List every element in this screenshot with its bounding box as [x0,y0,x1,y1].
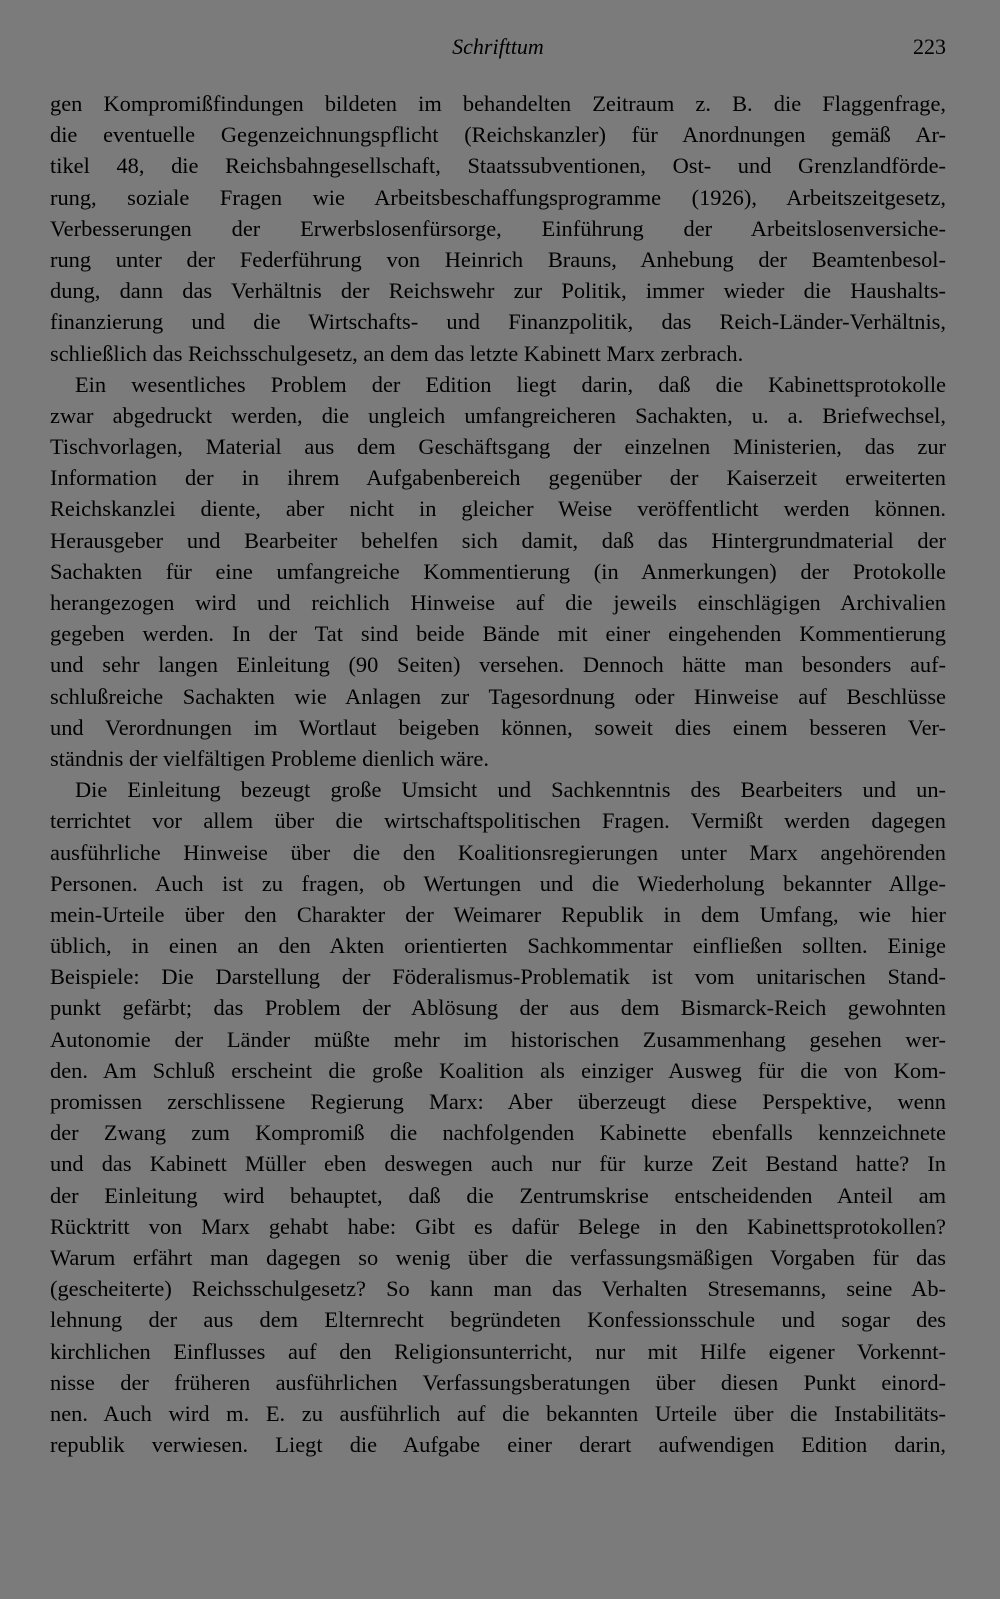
text-line: rung, soziale Fragen wie Arbeitsbeschaffungsprogramme (1926), Arbeitszeitgesetz, [50,184,946,210]
text-line: Warum erfährt man dagegen so wenig über die verfassungsmäßigen Vorgaben für das [50,1244,946,1270]
text-line: und das Kabinett Müller eben deswegen auch nur für kurze Zeit Bestand hatte? In [50,1151,946,1177]
text-line: und Verordnungen im Wortlaut beigeben können, soweit dies einem besseren Ver- [50,714,946,740]
text-line: Personen. Auch ist zu fragen, ob Wertungen und die Wiederholung bekannter Allge- [50,870,946,896]
text-line: und sehr langen Einleitung (90 Seiten) versehen. Dennoch hätte man besonders auf- [50,652,946,678]
text-line: Beispiele: Die Darstellung der Föderalismus-Problematik ist vom unitarischen Stand- [50,964,946,990]
text-line: rung unter der Federführung von Heinrich Brauns, Anhebung der Beamtenbesol- [50,246,946,272]
text-line: Tischvorlagen, Material aus dem Geschäftsgang der einzelnen Ministerien, das zur [50,434,946,460]
text-line: nisse der früheren ausführlichen Verfassungsberatungen über diesen Punkt einord- [50,1369,946,1395]
text-line: üblich, in einen an den Akten orientierten Sachkommentar einfließen sollten. Einige [50,933,946,959]
text-line: Sachakten für eine umfangreiche Kommentierung (in Anmerkungen) der Protokolle [50,558,946,584]
text-line: dung, dann das Verhältnis der Reichswehr zur Politik, immer wieder die Haushalts- [50,278,946,304]
text-line: mein-Urteile über den Charakter der Weimarer Republik in dem Umfang, wie hier [50,901,946,927]
page-header [50,34,946,66]
text-line: finanzierung und die Wirtschafts- und Finanzpolitik, das Reich-Länder-Verhältnis, [50,309,946,335]
text-line: promissen zerschlissene Regierung Marx: Aber überzeugt diese Perspektive, wenn [50,1089,946,1114]
text-line: Information der in ihrem Aufgabenbereich gegenüber der Kaiserzeit erweiterten [50,465,946,491]
text-line: gen Kompromißfindungen bildeten im behandelten Zeitraum z. B. die Flaggenfrage, [50,91,946,116]
text-line: die eventuelle Gegenzeichnungspflicht (Reichskanzler) für Anordnungen gemäß Ar- [50,122,946,148]
text-line: gegeben werden. In der Tat sind beide Bände mit einer eingehenden Kommentierung [50,621,946,647]
running-title: Schrifttum [452,34,544,59]
text-line: ständnis der vielfältigen Probleme dienlich wäre. [50,745,489,771]
text-line: Rücktritt von Marx gehabt habe: Gibt es dafür Belege in den Kabinettsprotokollen? [50,1213,946,1239]
text-line: schließlich das Reichsschulgesetz, an dem das letzte Kabinett Marx zerbrach. [50,340,744,366]
text-line: republik verwiesen. Liegt die Aufgabe einer derart aufwendigen Edition darin, [50,1432,946,1458]
text-line: Reichskanzlei diente, aber nicht in gleicher Weise veröffentlicht werden können. [50,496,946,522]
text-line: tikel 48, die Reichsbahngesellschaft, Staatssubventionen, Ost- und Grenzlandförde- [50,153,946,179]
text-line: punkt gefärbt; das Problem der Ablösung der aus dem Bismarck-Reich gewohnten [50,995,946,1021]
text-line: Verbesserungen der Erwerbslosenfürsorge, Einführung der Arbeitslosenversiche- [50,215,946,241]
text-line: kirchlichen Einflusses auf den Religionsunterricht, nur mit Hilfe eigener Vorkennt- [50,1338,946,1364]
text-line: schlußreiche Sachakten wie Anlagen zur Tagesordnung oder Hinweise auf Beschlüsse [50,683,946,709]
page-number: 223 [913,34,946,59]
text-line: (gescheiterte) Reichsschulgesetz? So kann man das Verhalten Stresemanns, seine Ab- [50,1276,946,1302]
text-line: herangezogen wird und reichlich Hinweise auf die jeweils einschlägigen Archivalien [50,590,946,615]
text-line: Ein wesentliches Problem der Edition liegt darin, daß die Kabinettsprotokolle [75,371,946,397]
paragraph [50,369,946,774]
text-line: den. Am Schluß erscheint die große Koalition als einziger Ausweg für die von Kom- [50,1057,946,1083]
text-line: Die Einleitung bezeugt große Umsicht und Sachkenntnis des Bearbeiters und un- [75,777,946,803]
text-line: nen. Auch wird m. E. zu ausführlich auf die bekannten Urteile über die Instabilitäts- [50,1400,946,1426]
paragraph [50,88,946,369]
text-line: zwar abgedruckt werden, die ungleich umfangreicheren Sachakten, u. a. Briefwechsel, [50,402,946,428]
text-line: der Einleitung wird behauptet, daß die Zentrumskrise entscheidenden Anteil am [50,1182,946,1208]
text-line: lehnung der aus dem Elternrecht begründeten Konfessionsschule und sogar des [50,1307,946,1333]
text-line: Autonomie der Länder müßte mehr im historischen Zusammenhang gesehen wer- [50,1026,946,1052]
text-line: terrichtet vor allem über die wirtschaftspolitischen Fragen. Vermißt werden dagegen [50,808,946,834]
body-text [50,88,946,1460]
text-line: Herausgeber und Bearbeiter behelfen sich damit, daß das Hintergrundmaterial der [50,527,946,553]
paragraph [50,774,946,1460]
text-line: der Zwang zum Kompromiß die nachfolgenden Kabinette ebenfalls kennzeichnete [50,1120,946,1146]
text-line: ausführliche Hinweise über die den Koalitionsregierungen unter Marx angehörenden [50,839,946,865]
